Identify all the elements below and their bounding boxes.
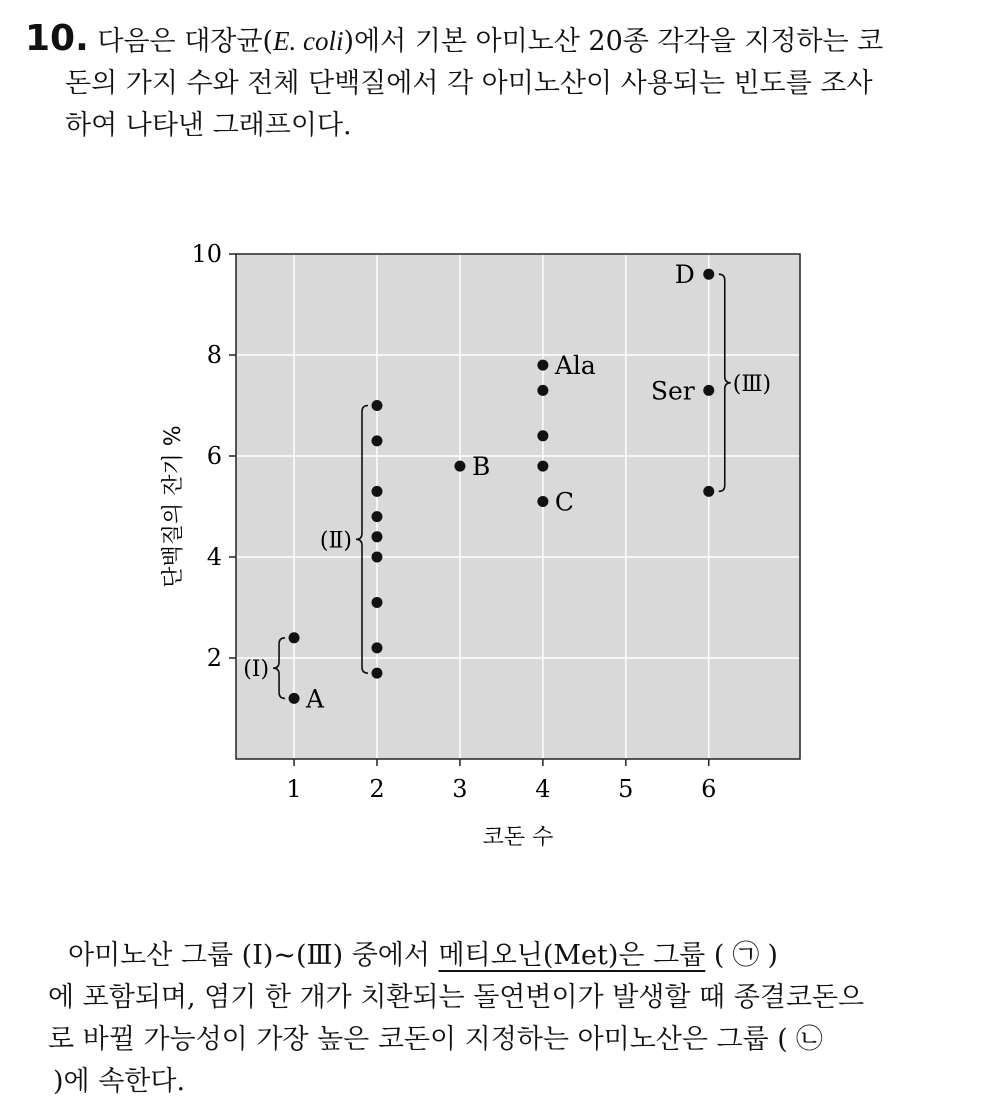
data-point — [289, 693, 300, 704]
x-tick-label: 1 — [286, 775, 302, 803]
answer-text-1a: 아미노산 그룹 (Ⅰ)~(Ⅲ) 중에서 — [68, 940, 439, 971]
question-line-3: 하여 나타낸 그래프이다. — [65, 110, 352, 141]
data-point — [372, 668, 383, 679]
point-label: A — [306, 684, 325, 714]
x-tick-label: 2 — [369, 775, 385, 803]
species-name: E. coli — [272, 26, 344, 56]
answer-line-3 — [48, 1019, 978, 1061]
data-point — [372, 642, 383, 653]
answer-line-4: )에 속한다. — [53, 1066, 186, 1097]
x-tick-label: 3 — [452, 775, 468, 803]
data-point — [703, 269, 714, 280]
data-point — [537, 496, 548, 507]
question-number: 10. — [25, 18, 89, 59]
y-tick-label: 6 — [206, 442, 222, 470]
data-point — [537, 360, 548, 371]
answer-text-1c: ) — [767, 940, 778, 971]
point-label: Ser — [650, 376, 695, 406]
underlined-phrase: 메티오닌(Met)은 그룹 — [438, 940, 706, 971]
data-point — [289, 632, 300, 643]
point-label: Ala — [554, 351, 596, 381]
data-point — [703, 486, 714, 497]
answer-line-1 — [68, 935, 978, 977]
group-label: (Ⅲ) — [732, 371, 772, 397]
x-axis-label: 코돈 수 — [482, 825, 554, 850]
blank-1: ㉠ — [732, 940, 760, 971]
data-point — [372, 531, 383, 542]
x-tick-label: 6 — [701, 775, 717, 803]
question-text — [25, 18, 980, 147]
y-tick-label: 10 — [191, 240, 222, 268]
point-label: C — [554, 487, 575, 517]
data-point — [537, 430, 548, 441]
data-point — [537, 461, 548, 472]
data-point — [372, 511, 383, 522]
data-point — [372, 597, 383, 608]
data-point — [372, 400, 383, 411]
question-text-1b: )에서 기본 아미노산 20종 각각을 지정하는 코 — [343, 26, 884, 57]
data-point — [537, 385, 548, 396]
point-label: B — [471, 452, 491, 482]
data-point — [703, 385, 714, 396]
question-line-2: 돈의 가지 수와 전체 단백질에서 각 아미노산이 사용되는 빈도를 조사 — [65, 68, 873, 99]
question-line-1 — [25, 18, 980, 63]
y-axis-label: 단백질의 잔기 % — [161, 425, 186, 588]
plot-area — [236, 254, 800, 759]
x-tick-label: 4 — [535, 775, 551, 803]
answer-line-2: 에 포함되며, 염기 한 개가 치환되는 돌연변이가 발생할 때 종결코돈으 — [48, 982, 865, 1013]
x-tick-label: 5 — [618, 775, 634, 803]
y-tick-label: 8 — [206, 341, 222, 369]
group-label: (Ⅰ) — [243, 657, 270, 683]
data-point — [372, 486, 383, 497]
question-text-1a: 다음은 대장균( — [97, 26, 273, 57]
group-label: (Ⅱ) — [319, 528, 352, 554]
answer-text-1b: ( — [705, 940, 725, 971]
answer-text — [48, 935, 978, 1103]
blank-2: ㉡ — [795, 1024, 823, 1055]
scatter-chart — [150, 230, 850, 870]
data-point — [372, 435, 383, 446]
y-tick-label: 4 — [206, 543, 222, 571]
y-tick-label: 2 — [206, 644, 222, 672]
answer-text-3a: 로 바뀔 가능성이 가장 높은 코돈이 지정하는 아미노산은 그룹 ( — [48, 1024, 788, 1055]
point-label: D — [674, 260, 695, 290]
data-point — [454, 461, 465, 472]
data-point — [372, 552, 383, 563]
